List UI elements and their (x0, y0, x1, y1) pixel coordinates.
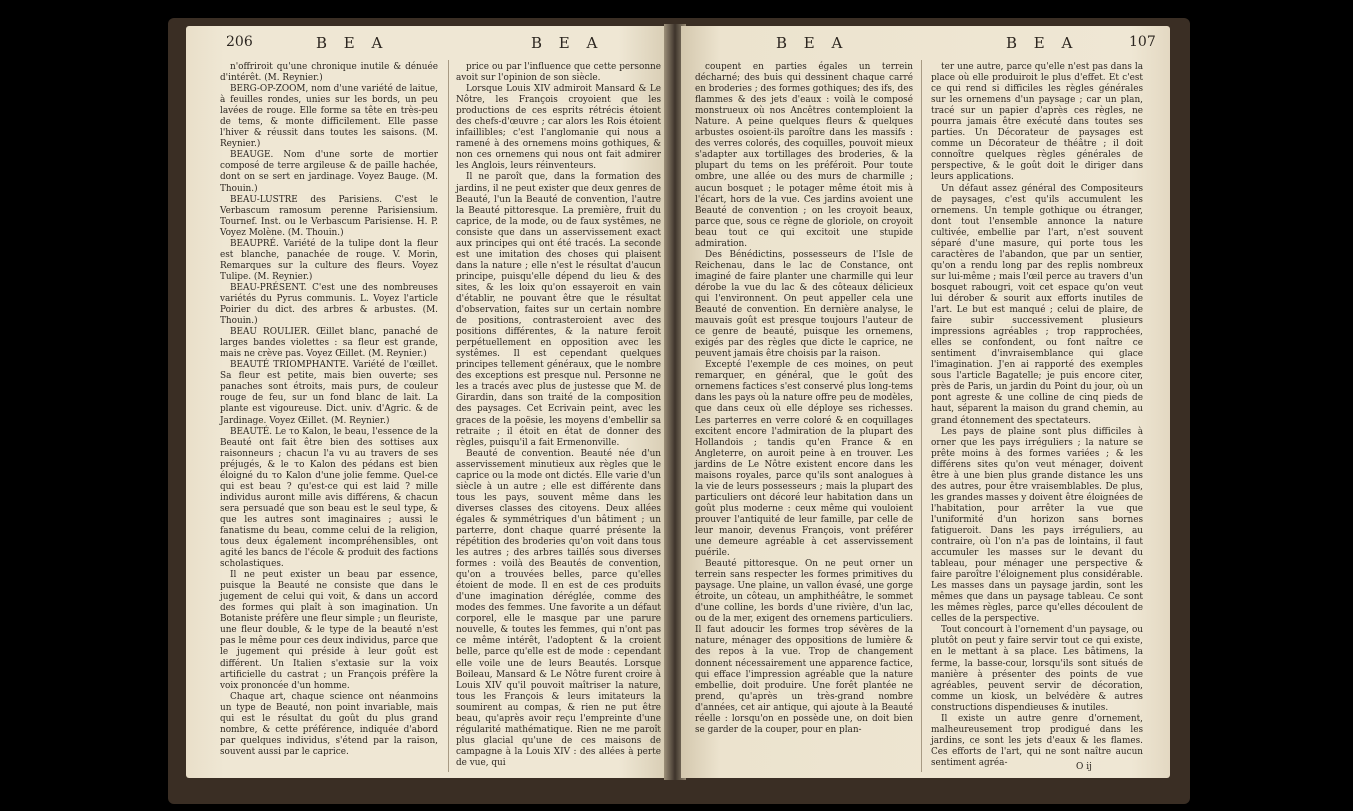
paragraph: Il ne peut exister un beau par essence, puisque la Beauté ne consiste que dans le jugement de celui qui voit, & dans un accord des formes qui plaît à son imagination. Un Botaniste préfère une fleur simple ; un fleuriste, une fleur double, & le type de la beauté n'est pas le même pour ces deux individus, parce que le jugement qui préside à leur goût est différent. Un Italien s'extasie sur la voix artificielle du castrat ; un François préfère la voix prononcée d'un homme. (220, 570, 438, 691)
paragraph: BEAUTÉ TRIOMPHANTE. Variété de l'œillet. Sa fleur est petite, mais bien ouverte; ses panaches sont étroits, mais purs, de couleur rouge de feu, sur un fond blanc de lait. La plante est vigoureuse. Dict. univ. d'Agric. & de Jardinage. Voyez Œillet. (M. Reynier.) (220, 360, 438, 426)
paragraph: BEAUPRÉ. Variété de la tulipe dont la fleur est blanche, panachée de rouge. V. Morin, Remarques sur la culture des fleurs. Voyez Tulipe. (M. Reynier.) (220, 238, 438, 282)
paragraph: Chaque art, chaque science ont néanmoins un type de Beauté, non point invariable, mais qui est le résultat du goût du plus grand nombre, & cette préférence, indiquée d'abord par quelques individus, s'étend par la raison, souvent aussi par le caprice. (220, 691, 438, 757)
paragraph: ter une autre, parce qu'elle n'est pas dans la place où elle produiroit le plus d'effet. Et c'est ce qui rend si difficiles les règles générales sur les ornemens d'un paysage ; car un plan, tracé sur un papier d'après ces règles, ne pourra jamais être exécuté dans toutes ses parties. Un Décorateur de paysages est comme un Décorateur de théâtre ; il doit connoître quelques règles générales de perspective, & le goût doit le diriger dans leurs applications. (931, 62, 1143, 183)
running-head-left-1: B E A (316, 34, 389, 52)
paragraph: BEAUGE. Nom d'une sorte de mortier composé de terre argileuse & de paille hachée, dont on se sert en jardinage. Voyez Bauge. (M. Thouin.) (220, 150, 438, 194)
paragraph: Beauté de convention. Beauté née d'un asservissement minutieux aux règles que le caprice ou la mode ont dictés. Elle varie d'un siècle à un autre ; elle est différente dans tous les pays, souvent même dans les diverses classes des citoyens. Deux allées égales & symmétriques d'un bâtiment ; un parterre, dont chaque quarré présente la répétition des broderies qu'on voit dans tous les autres ; des arbres taillés sous diverses formes : voilà des Beautés de convention, qu'on a trouvées belles, parce qu'elles étoient de mode. Il en est de ces produits d'une imagination déréglée, comme des modes des femmes. Une favorite a un défaut corporel, elle le masque par une parure nouvelle, & toutes les femmes, qui n'ont pas ce même intérêt, l'adoptent & la croient belle, parce qu'elle est de mode : cependant elle voile une de leurs Beautés. Lorsque Boileau, Mansard & Le Nôtre furent croire à Louis XIV qu'il pouvoit maîtriser la nature, tous les François & leurs imitateurs la soumirent au compas, & rien ne put être beau, qu'après avoir reçu l'empreinte d'une régularité mathématique. Rien ne me paroît plus glacial qu'une de ces maisons de campagne à la Louis XIV : des allées à perte de vue, qui (456, 448, 661, 768)
paragraph: coupent en parties égales un terrein décharné; des buis qui dessinent chaque carré en broderies ; des formes gothiques; des ifs, des flammes & des jets d'eaux : voilà le composé monstrueux où nos Ancêtres contemploient la Nature. A peine quelques fleurs & quelques arbustes osoient-ils paroître dans les massifs : des verres colorés, des coquilles, pouvoit mieux s'adapter aux tortillages des broderies, & la plupart du tems on les préféroit. Pour toute ombre, une allée ou des murs de charmille ; aucun bosquet ; le potager même étoit mis à l'écart, hors de la vue. Ces jardins avoient une Beauté de convention ; on les croyoit beaux, parce que, sous ce règne de gloriole, on croyoit beau tout ce qui excitoit une stupide admiration. (695, 62, 914, 249)
paragraph: Excepté l'exemple de ces moines, on peut remarquer, en général, que le goût des ornemens factices s'est conservé plus long-tems dans les pays où la nature offre peu de modèles, que dans ceux où elle déploye ses richesses. Les parterres en verre coloré & en coquillages excitent encore l'admiration de la plupart des Hollandois ; tandis qu'en France & en Angleterre, on auroit peine à en trouver. Les jardins de Le Nôtre existent encore dans les maisons royales, parce qu'ils sont analogues à la vie de leurs possesseurs ; mais la plupart des particuliers ont décoré leur habitation dans un goût plus moderne : ceux même qui vouloient prouver l'antiquité de leur famille, par celle de leur manoir, devenus François, vont préférer une demeure agréable à cet asservissement puérile. (695, 360, 913, 559)
paragraph: BEAU ROULIER. Œillet blanc, panaché de larges bandes violettes : sa fleur est grande, mais ne crève pas. Voyez Œillet. (M. Reynier.) (220, 327, 438, 360)
paragraph: Il existe un autre genre d'ornement, malheureusement trop prodigué dans les jardins, ce sont les jets d'eaux & les flames. Ces efforts de l'art, qui ne sont naître aucun sentiment agréa- (931, 713, 1143, 768)
page-number-left: 206 (226, 34, 253, 50)
running-head-right-1: B E A (776, 34, 849, 52)
column-rule (921, 60, 922, 772)
paragraph: Des Bénédictins, possesseurs de l'Isle de Reichenau, dans le lac de Constance, ont imaginé de faire planter une charmille qui leur dérobe la vue du lac & des côteaux délicieux qui l'environnent. On peut appeller cela une Beauté de convention. En dernière analyse, le mauvais goût est presque toujours l'auteur de ce genre de beauté, puisque les ornemens, exigés par des règles que dicte le caprice, ne peuvent jamais être choisis par la raison. (695, 249, 913, 360)
paragraph: price ou par l'influence que cette personne avoit sur l'opinion de son siècle. (456, 62, 661, 84)
paragraph: n'offriroit qu'une chronique inutile & dénuée d'intérêt. (M. Reynier.) (220, 62, 438, 84)
right-page-column-1 (695, 62, 913, 736)
running-head-right-2: B E A (1006, 34, 1079, 52)
paragraph: BEAUTÉ. Le το Kalon, le beau, l'essence de la Beauté ont fait être bien des sottises aux raisonneurs ; chacun l'a vu au travers de ses préjugés, & le το Kalon des pédans est bien éloigné du το Kalon d'une jolie femme. Quel-ce qui est beau ? qu'est-ce qui est laid ? mille individus auront mille avis différens, & chacun sera persuadé que son beau est le seul type, & que les autres sont imaginaires ; aussi le fanatisme du beau, comme celui de la religion, tous deux également incompréhensibles, ont agité les bancs de l'école & produit des factions scholastiques. (220, 426, 438, 570)
left-page-column-1 (220, 62, 438, 758)
right-page (681, 26, 1170, 778)
page-number-right: 107 (1129, 34, 1156, 50)
left-page (186, 26, 667, 778)
paragraph: Les pays de plaine sont plus difficiles à orner que les pays irréguliers ; la nature se prête moins à des formes variées ; & les différens sites qu'on veut ménager, doivent être à une bien plus grande distance les uns des autres, pour être vraisemblables. De plus, les grandes masses y doivent être éloignées de l'habitation, pour arrêter la vue que l'uniformité d'un horizon sans bornes fatigueroit. Dans les pays irréguliers, au contraire, où l'on n'a pas de lointains, il faut accumuler les masses sur le devant du tableau, pour ménager une perspective & faire paroître l'éloignement plus considérable. Les masses dans un paysage jardin, sont les mêmes que dans un paysage tableau. Ce sont les mêmes règles, parce qu'elles découlent de celles de la perspective. (931, 426, 1143, 625)
paragraph: Tout concourt à l'ornement d'un paysage, ou plutôt on peut y faire servir tout ce qui existe, en le mettant à sa place. Les bâtimens, la ferme, la basse-cour, lorsqu'ils sont situés de manière à présenter des points de vue agréables, peuvent servir de décoration, comme un kiosk, un belvédère & autres constructions dispendieuses & inutiles. (931, 625, 1143, 713)
running-head-left (186, 34, 667, 56)
left-page-column-2 (456, 62, 661, 769)
paragraph: Il ne paroît que, dans la formation des jardins, il ne peut exister que deux genres de Beauté, l'un la Beauté de convention, l'autre la Beauté pittoresque. La première, fruit du caprice, de la mode, ou de faux systêmes, ne consiste que dans un asservissement exact aux principes qui ont été tracés. La seconde est une imitation des choses qui plaisent dans la nature ; elle n'est le résultat d'aucun principe, puisqu'elle dépend du lieu & des sites, & les loix qu'on essayeroit en vain d'établir, ne pouvant être que le résultat d'observation, faites sur un certain nombre de positions, contrasteroient avec des positions différentes, & la nature feroit perpétuellement en opposition avec les systêmes. Il est cependant quelques principes tellement généraux, que le nombre des exceptions est presque nul. Personne ne les a tracés avec plus de justesse que M. de Girardin, dans son traité de la composition des paysages. Cet Ecrivain peint, avec les graces de la poësie, les moyens d'embellir sa retraite ; il étoit en état de donner des règles, puisqu'il a fait Ermenonville. (456, 172, 661, 448)
paragraph: BERG-OP-ZOOM, nom d'une variété de laitue, à feuilles rondes, unies sur les bords, un peu lavées de rouge. Elle forme sa tête en très-peu de tems, & monte difficilement. Elle passe l'hiver & réussit dans toutes les saisons. (M. Reynier.) (220, 84, 438, 150)
paragraph: Lorsque Louis XIV admiroit Mansard & Le Nôtre, les François croyoient que les productions de ces esprits rétrécis étoient des chefs-d'œuvre ; car alors les Rois étoient infaillibles; c'est l'anglomanie qui nous a ramené à des ornemens moins gothiques, & non ces ornemens qui nous ont fait admirer les Anglois, leurs réinventeurs. (456, 84, 661, 172)
paragraph: BEAU-LUSTRE des Parisiens. C'est le Verbascum ramosum perenne Parisiensium. Tournef. Inst. ou le Verbascum Parisiense. H. P. Voyez Molène. (M. Thouin.) (220, 194, 438, 238)
right-page-column-2 (931, 62, 1143, 769)
paragraph: Beauté pittoresque. On ne peut orner un terrein sans respecter les formes primitives du paysage. Une plaine, un vallon évasé, une gorge étroite, un côteau, un amphithéâtre, le sommet d'une colline, les bords d'une rivière, d'un lac, ou de la mer, exigent des ornemens particuliers. Il faut adoucir les formes trop sévères de la nature, ménager des oppositions de lumière & des repos à la vue. Trop de changement donnent nécessairement une apparence factice, qui efface l'impression agréable que la nature embellie, doit produire. Une forêt plantée ne prend, qu'après un très-grand nombre d'années, cet air antique, qui ajoute à la Beauté réelle : lorsqu'on en possède une, on doit bien se garder de la couper, pour en plan- (695, 559, 913, 735)
running-head-right (681, 34, 1170, 56)
running-head-left-2: B E A (531, 34, 604, 52)
column-rule (448, 60, 449, 772)
paragraph: Un défaut assez général des Compositeurs de paysages, c'est qu'ils accumulent les ornemens. Un temple gothique ou étranger, dont tout l'ensemble annonce la nature cultivée, embellie par l'art, n'est souvent séparé d'une masure, qui porte tous les caractères de l'abandon, que par un sentier, qu'on a rendu long par des replis nombreux sur lui-même ; mais l'œil perce au travers d'un bosquet rabougri, voit cet espace qu'on veut lui dérober & sourit aux efforts inutiles de l'art. Le but est manqué ; celui de plaire, de faire subir successivement plusieurs impressions agréables ; trop rapprochées, elles se confondent, ou font naître ce sentiment d'invraisemblance qui glace l'imagination. J'en ai rapporté des exemples sous l'article Bagatelle; je puis encore citer, près de Paris, un jardin du Point du jour, où un pont agreste & une colline de cinq pieds de haut, séparent la maison du grand chemin, au grand étonnement des spectateurs. (931, 183, 1143, 426)
paragraph: BEAU-PRÉSENT. C'est une des nombreuses variétés du Pyrus communis. L. Voyez l'article Poirier du dict. des arbres & arbustes. (M. Thouin.) (220, 282, 438, 327)
signature-mark: O ij (1076, 762, 1092, 772)
